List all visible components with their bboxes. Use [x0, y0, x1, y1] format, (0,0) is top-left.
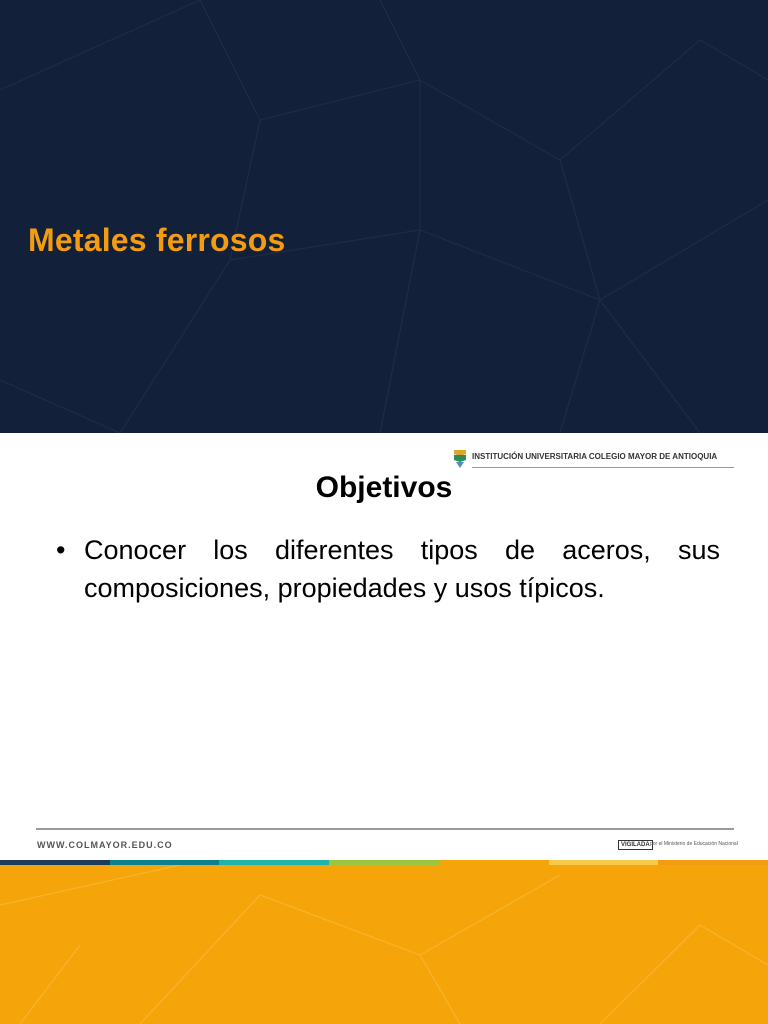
list-item-text: Conocer los diferentes tipos de aceros, sus composiciones, propiedades y usos típicos.	[84, 535, 720, 603]
background-lines	[0, 0, 768, 433]
footer-url: WWW.COLMAYOR.EDU.CO	[37, 840, 173, 850]
institution-header	[452, 449, 734, 469]
next-slide-preview	[0, 865, 768, 1024]
footer-divider	[36, 828, 734, 830]
institution-name: INSTITUCIÓN UNIVERSITARIA COLEGIO MAYOR DE ANTIOQUIA	[472, 452, 718, 461]
content-slide	[0, 433, 768, 863]
background-lines	[0, 865, 768, 1024]
objectives-list	[56, 531, 720, 607]
list-item	[56, 531, 720, 607]
header-divider	[472, 467, 734, 468]
bullet-icon: •	[56, 535, 66, 565]
institution-logo-icon	[452, 449, 468, 469]
slide-heading: Objetivos	[315, 471, 453, 504]
slide-title: Metales ferrosos	[28, 222, 286, 258]
vigilada-label: VIGILADA	[618, 840, 653, 850]
title-slide	[0, 0, 768, 433]
vigilada-text: por el Ministerio de Educación Nacional	[650, 841, 738, 847]
